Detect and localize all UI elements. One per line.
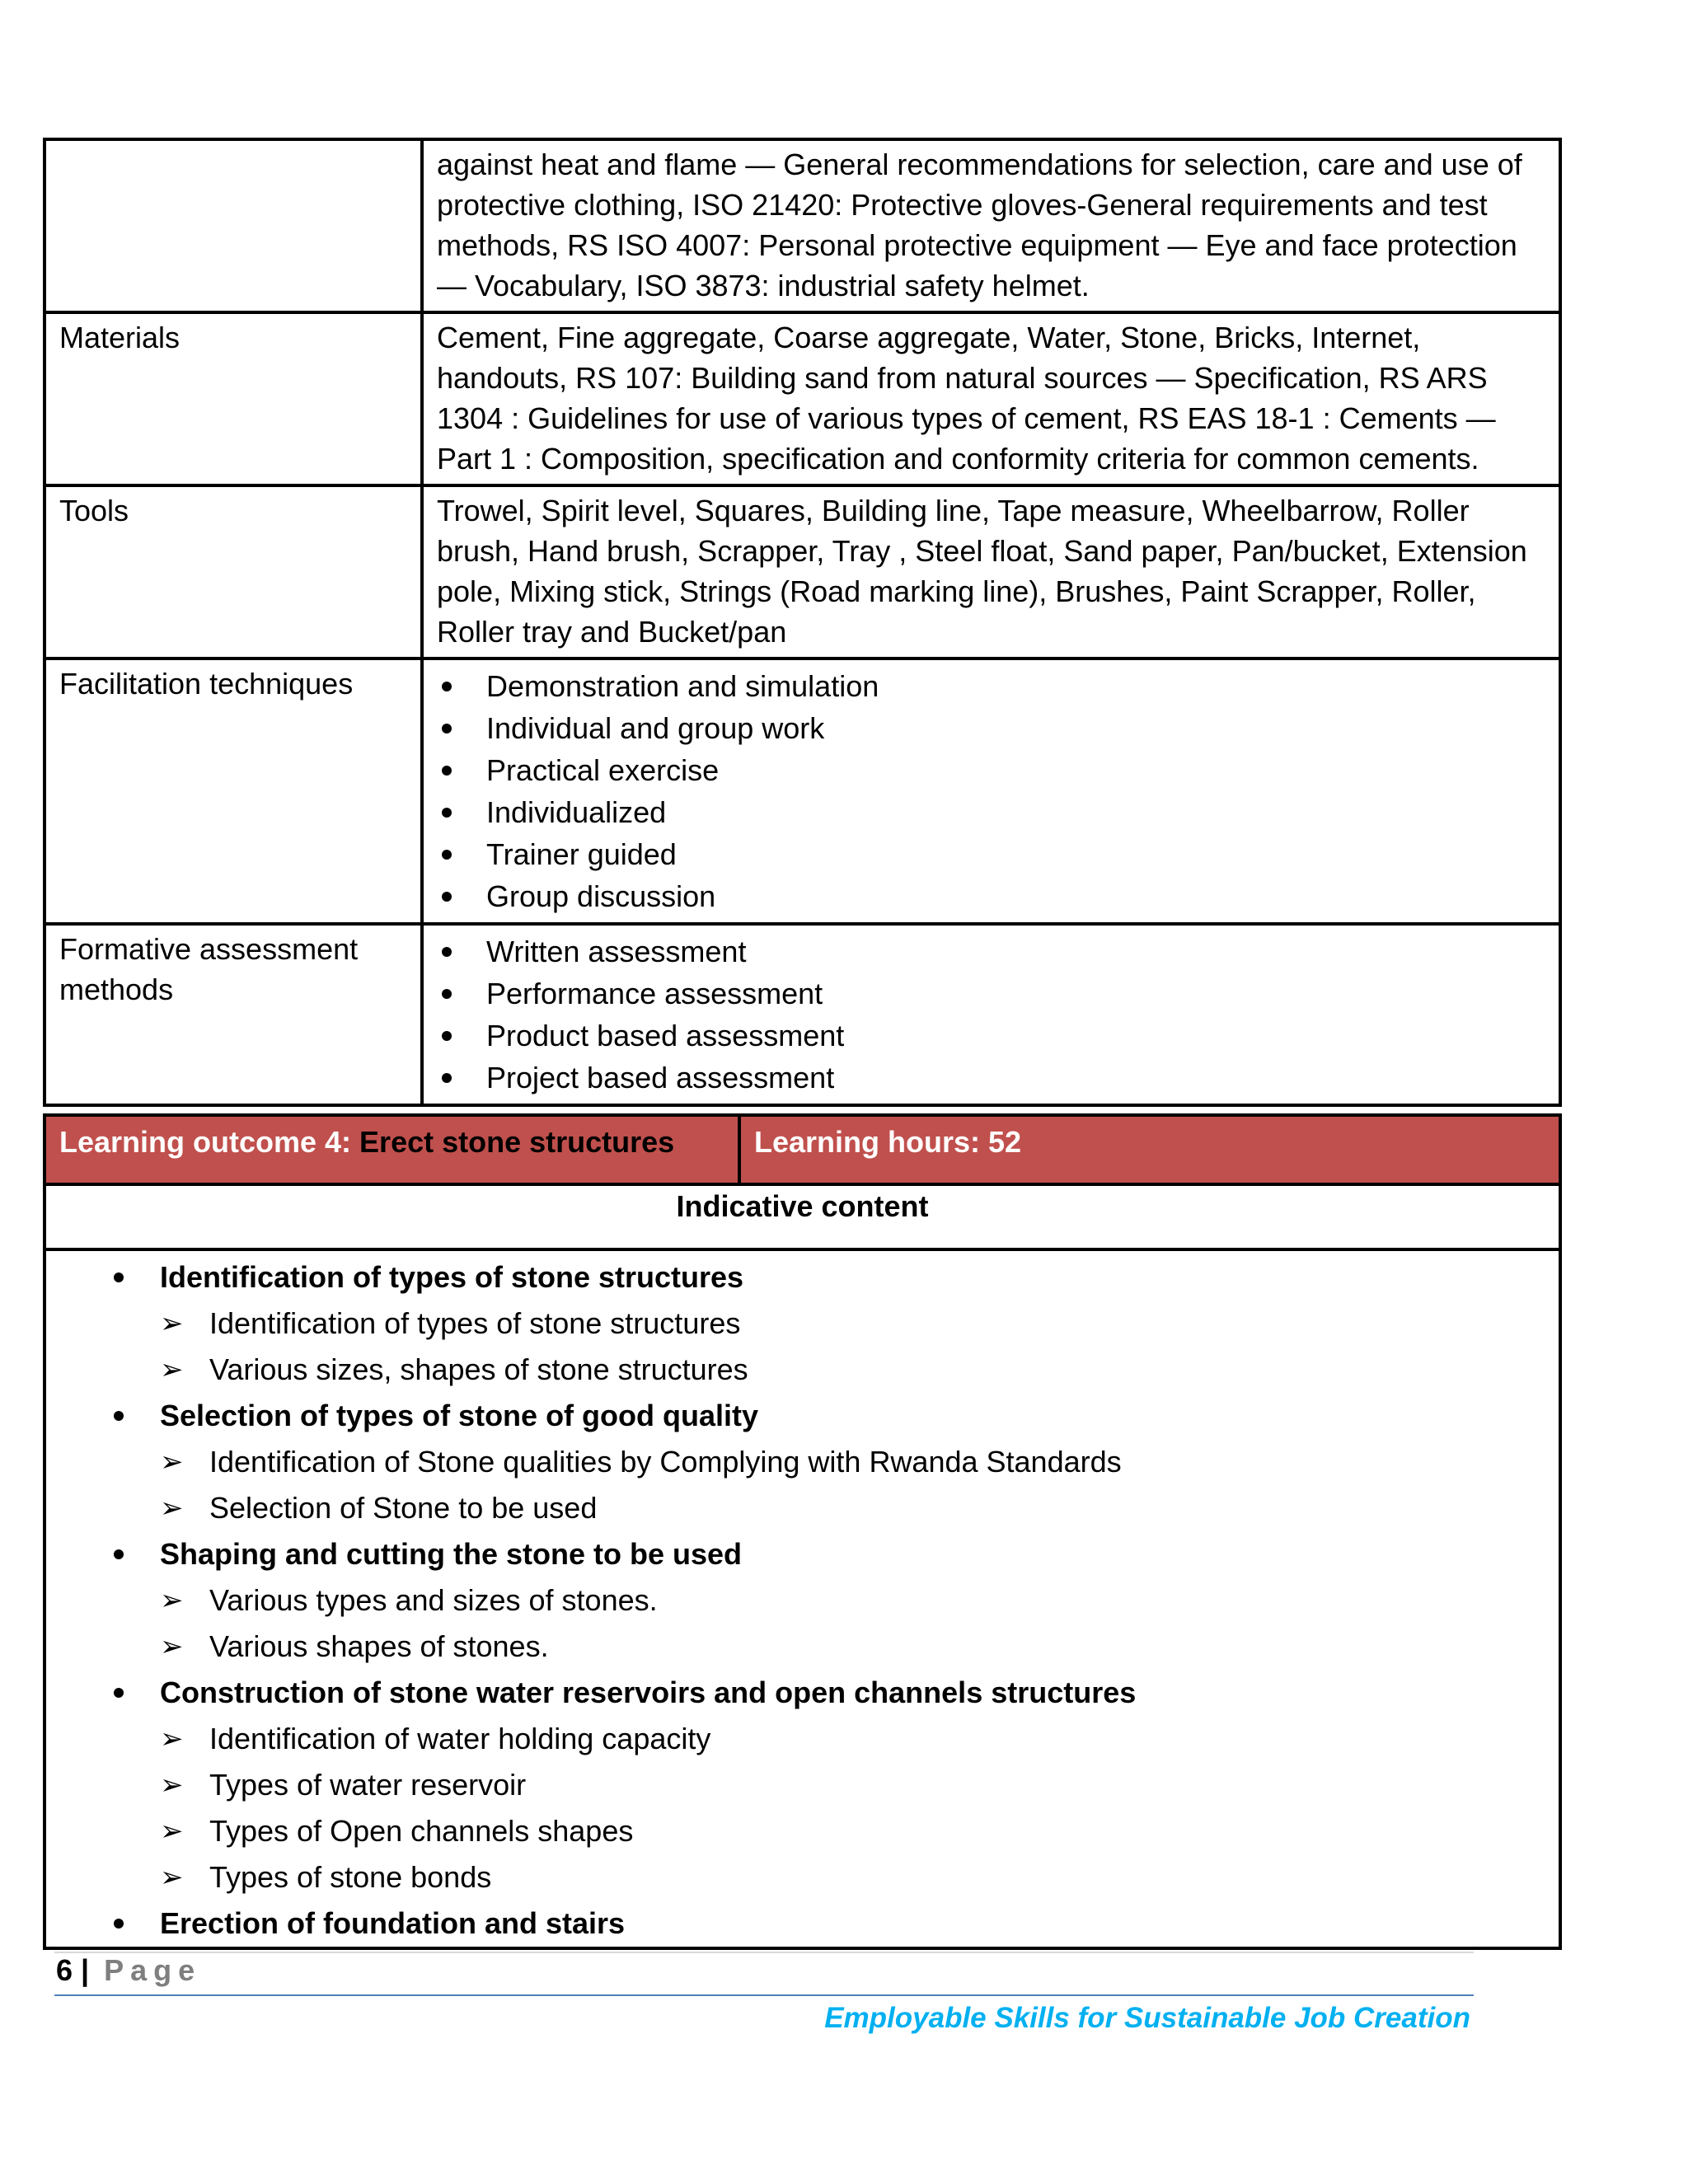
arrow-bullet-icon: ➢: [160, 1862, 184, 1893]
list-item-text: Product based assessment: [486, 1019, 845, 1052]
assessment-list-cell: [422, 924, 1560, 1105]
bullet-dot-icon: [442, 892, 452, 902]
bullet-dot-icon: [114, 1549, 124, 1559]
subtopic-list: [160, 1301, 1559, 1393]
subtopic-text: Types of stone bonds: [209, 1860, 492, 1894]
table-row: [45, 658, 1560, 924]
list-item: [437, 875, 1545, 917]
bullet-dot-icon: [114, 1272, 124, 1282]
bullet-dot-icon: [114, 1919, 124, 1929]
subtopic-item: [160, 1347, 1559, 1393]
list-item: [437, 1015, 1545, 1057]
subtopic-item: [160, 1624, 1559, 1670]
bullet-dot-icon: [114, 1688, 124, 1698]
facilitation-list-cell: [422, 658, 1560, 924]
bullet-dot-icon: [442, 766, 452, 776]
arrow-bullet-icon: ➢: [160, 1354, 184, 1385]
materials-text: Cement, Fine aggregate, Coarse aggregate, Water, Stone, Bricks, Internet, handouts, RS 107: Building sand from natural sources — Specification, RS ARS 1304 : Guidelines for use of various types of cement, RS EAS 18-1 : Cements — Part 1 : Composition, specification and conformity criteria for common cements.: [422, 312, 1560, 485]
subtopic-item: [160, 1301, 1559, 1347]
list-item-text: Performance assessment: [486, 977, 823, 1010]
arrow-bullet-icon: ➢: [160, 1816, 184, 1847]
bullet-dot-icon: [442, 1031, 452, 1041]
topic-item: [46, 1900, 1559, 1947]
subtopic-item: [160, 1577, 1559, 1624]
facilitation-list: [437, 663, 1545, 917]
topic-title: Construction of stone water reservoirs and open channels structures: [160, 1675, 1137, 1709]
list-item: [437, 707, 1545, 749]
bullet-dot-icon: [442, 989, 452, 999]
subtopic-text: Various types and sizes of stones.: [209, 1583, 658, 1617]
bullet-dot-icon: [442, 682, 452, 691]
outcome-title-cell: [45, 1115, 739, 1184]
bullet-dot-icon: [114, 1411, 124, 1421]
row-label-assessment: Formative assessment methods: [45, 924, 422, 1105]
arrow-bullet-icon: ➢: [160, 1585, 184, 1616]
topic-item: [46, 1531, 1559, 1670]
topic-list: [46, 1251, 1559, 1947]
topic-title: Shaping and cutting the stone to be used: [160, 1537, 743, 1571]
bullet-dot-icon: [442, 947, 452, 957]
bullet-dot-icon: [442, 724, 452, 733]
subtopic-item: [160, 1854, 1559, 1900]
list-item-text: Project based assessment: [486, 1061, 835, 1094]
list-item: [437, 972, 1545, 1015]
subtopic-list: [160, 1439, 1559, 1531]
subtopic-text: Various shapes of stones.: [209, 1629, 549, 1663]
table-row: [45, 139, 1560, 312]
indicative-content-cell: [45, 1249, 1560, 1948]
indicative-content-heading: Indicative content: [45, 1184, 1560, 1249]
outcome-header-row: [45, 1115, 1560, 1184]
row-label-facilitation: Facilitation techniques: [45, 658, 422, 924]
topic-title: Erection of foundation and stairs: [160, 1906, 626, 1940]
subtopic-text: Identification of Stone qualities by Complying with Rwanda Standards: [209, 1445, 1122, 1479]
bullet-dot-icon: [442, 1073, 452, 1083]
list-item-text: Group discussion: [486, 879, 716, 913]
tools-text: Trowel, Spirit level, Squares, Building line, Tape measure, Wheelbarrow, Roller brush, Hand brush, Scrapper, Tray , Steel float, Sand paper, Pan/bucket, Extension pole, Mixing stick, Strings (Road marking line), Brushes, Paint Scrapper, Roller, Roller tray and Bucket/pan: [422, 485, 1560, 658]
page-word: Page: [104, 1953, 202, 1987]
list-item-text: Individualized: [486, 795, 667, 829]
row-label: [45, 139, 422, 312]
page-number-value: 6: [56, 1953, 73, 1987]
list-item: [437, 749, 1545, 791]
subtopic-item: [160, 1716, 1559, 1762]
indicative-header-row: [45, 1184, 1560, 1249]
table-row: [45, 924, 1560, 1105]
arrow-bullet-icon: ➢: [160, 1446, 184, 1478]
subtopic-item: [160, 1808, 1559, 1854]
arrow-bullet-icon: ➢: [160, 1631, 184, 1662]
list-item-text: Individual and group work: [486, 711, 825, 745]
list-item-text: Trainer guided: [486, 837, 677, 871]
subtopic-text: Various sizes, shapes of stone structures: [209, 1352, 748, 1386]
row-label-tools: Tools: [45, 485, 422, 658]
outcome-title: Erect stone structures: [359, 1125, 675, 1159]
arrow-bullet-icon: ➢: [160, 1308, 184, 1339]
subtopic-list: [160, 1577, 1559, 1670]
table-row: [45, 312, 1560, 485]
subtopic-item: [160, 1762, 1559, 1808]
subtopic-text: Types of water reservoir: [209, 1768, 527, 1802]
list-item: [437, 791, 1545, 833]
list-item: [437, 833, 1545, 875]
resources-table: [43, 138, 1562, 1107]
subtopic-item: [160, 1485, 1559, 1531]
topic-item: [46, 1393, 1559, 1531]
footer-divider: [54, 1952, 1474, 1953]
assessment-list: [437, 929, 1545, 1099]
list-item: [437, 1057, 1545, 1099]
list-item: [437, 665, 1545, 707]
learning-hours: Learning hours: 52: [739, 1115, 1560, 1184]
list-item-text: Practical exercise: [486, 753, 720, 787]
list-item-text: Written assessment: [486, 935, 747, 968]
page-separator: |: [81, 1953, 90, 1987]
arrow-bullet-icon: ➢: [160, 1493, 184, 1524]
arrow-bullet-icon: ➢: [160, 1723, 184, 1755]
table-row: [45, 485, 1560, 658]
arrow-bullet-icon: ➢: [160, 1769, 184, 1801]
footer-tagline: Employable Skills for Sustainable Job Creation: [824, 2002, 1470, 2034]
subtopic-text: Identification of types of stone structures: [209, 1306, 741, 1340]
row-text: against heat and flame — General recommendations for selection, care and use of protective clothing, ISO 21420: Protective gloves-General requirements and test methods, RS ISO 4007: Personal protective equipment — Eye and face protection — Vocabulary, ISO 3873: industrial safety helmet.: [422, 139, 1560, 312]
learning-outcome-table: [43, 1113, 1562, 1950]
subtopic-item: [160, 1439, 1559, 1485]
topic-title: Selection of types of stone of good quality: [160, 1399, 759, 1432]
subtopic-text: Selection of Stone to be used: [209, 1491, 598, 1525]
page-number: [56, 1950, 201, 1991]
list-item-text: Demonstration and simulation: [486, 669, 879, 703]
list-item: [437, 930, 1545, 972]
row-label-materials: Materials: [45, 312, 422, 485]
topic-item: [46, 1254, 1559, 1393]
subtopic-text: Types of Open channels shapes: [209, 1814, 634, 1848]
subtopic-list: [160, 1716, 1559, 1900]
topic-item: [46, 1670, 1559, 1900]
outcome-prefix: Learning outcome 4:: [59, 1125, 360, 1159]
bullet-dot-icon: [442, 808, 452, 818]
bullet-dot-icon: [442, 850, 452, 860]
topic-title: Identification of types of stone structures: [160, 1260, 744, 1294]
indicative-content-row: [45, 1249, 1560, 1948]
subtopic-text: Identification of water holding capacity: [209, 1722, 711, 1755]
